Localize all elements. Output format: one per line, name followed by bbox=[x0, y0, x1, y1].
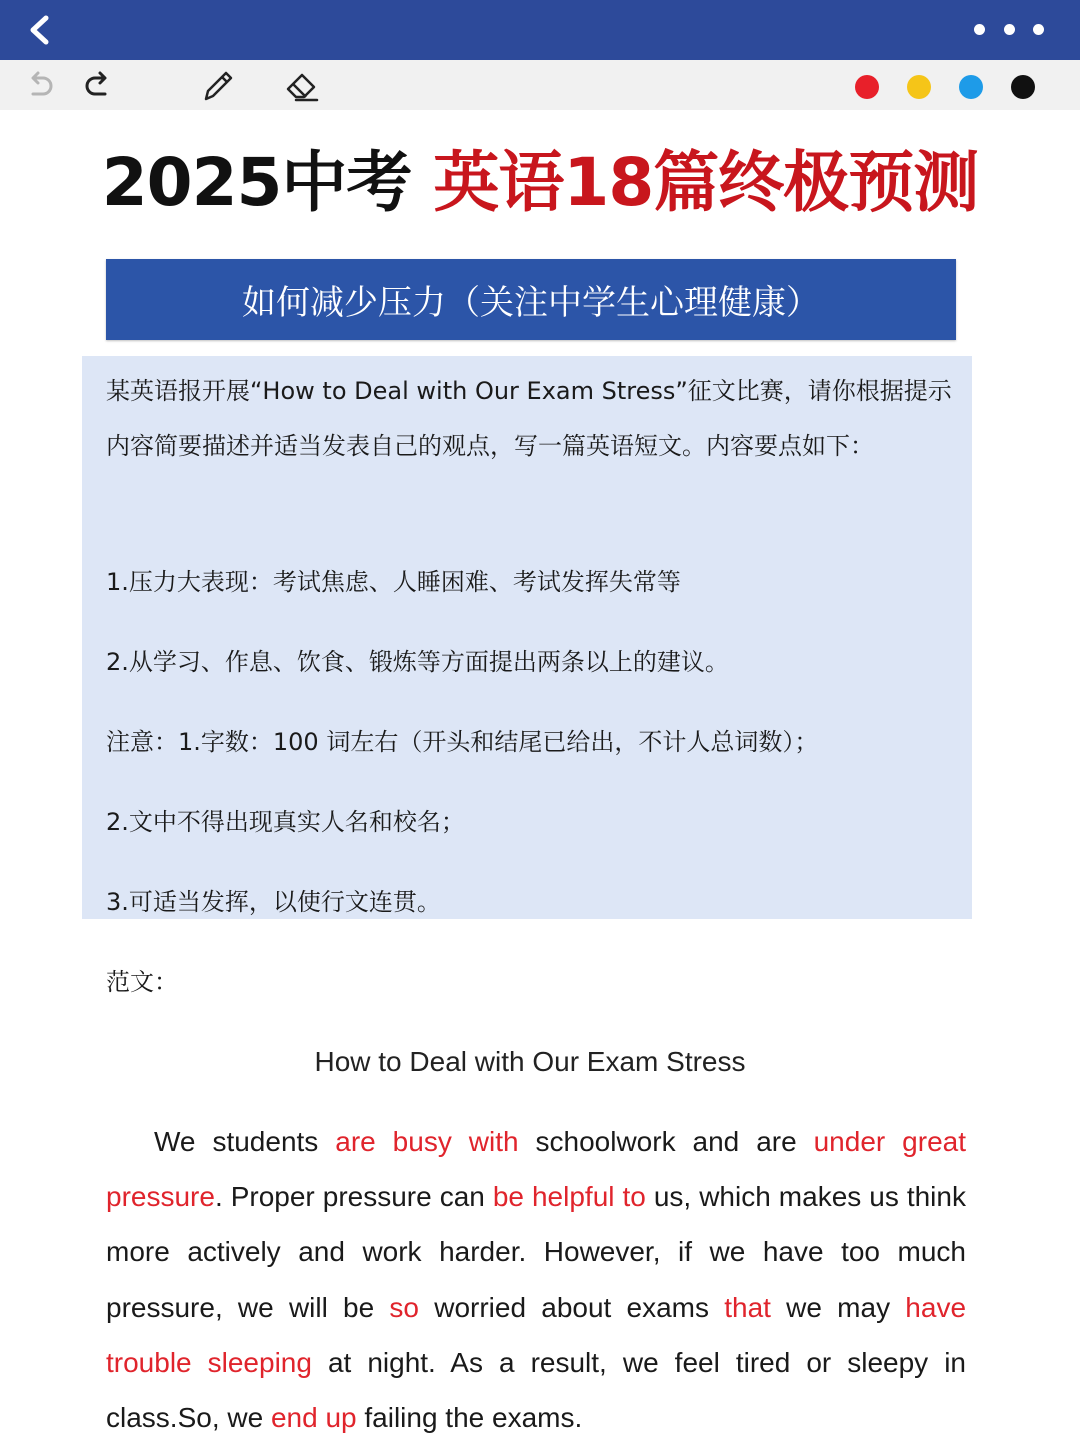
essay-phrase-highlight: be helpful to bbox=[492, 1181, 646, 1213]
essay-body bbox=[106, 1114, 966, 1445]
essay-text: we may bbox=[770, 1291, 906, 1323]
essay-text: . Proper pressure can bbox=[214, 1181, 493, 1213]
essay-text: schoolwork and are bbox=[518, 1126, 814, 1157]
color-swatch-yellow[interactable] bbox=[907, 75, 931, 99]
color-swatch-blue[interactable] bbox=[959, 75, 983, 99]
essay-text: failing the exams. bbox=[356, 1402, 583, 1434]
eraser-button[interactable] bbox=[282, 66, 322, 106]
edit-toolbar bbox=[0, 60, 1080, 110]
topic-banner-text: 如何减少压力（关注中学生心理健康） bbox=[242, 283, 820, 323]
prompt-intro: 某英语报开展“How to Deal with Our Exam Stress”征文比赛，请你根据提示内容简要描述并适当发表自己的观点，写一篇英语短文。内容要点如下： bbox=[106, 377, 952, 460]
prompt-note-1: 注意：1.字数：100 词左右（开头和结尾已给出，不计人总词数）； bbox=[106, 728, 819, 756]
pencil-icon bbox=[200, 68, 236, 104]
undo-icon bbox=[24, 70, 56, 102]
top-bar bbox=[0, 0, 1080, 60]
essay-phrase-highlight: so bbox=[389, 1291, 419, 1323]
undo-button[interactable] bbox=[20, 66, 60, 106]
prompt-note-3: 3.可适当发挥，以使行文连贯。 bbox=[106, 888, 441, 916]
essay-text: us, which makes us think more actively and work harder. However, if we have too much pressure, we will be bbox=[106, 1181, 966, 1323]
chevron-left-icon bbox=[25, 15, 55, 45]
redo-icon bbox=[82, 70, 114, 102]
eraser-icon bbox=[283, 67, 321, 105]
sample-label: 范文： bbox=[106, 968, 178, 996]
topic-banner bbox=[106, 259, 956, 340]
essay-title: How to Deal with Our Exam Stress bbox=[314, 1046, 746, 1077]
more-dot bbox=[1033, 24, 1044, 35]
essay-phrase-highlight: that bbox=[724, 1291, 771, 1323]
essay-phrase-highlight: are busy with bbox=[335, 1126, 519, 1157]
essay-phrase-highlight: end up bbox=[270, 1402, 357, 1434]
page-title bbox=[0, 135, 1080, 231]
more-options-button[interactable] bbox=[974, 14, 1044, 44]
essay-text: We students bbox=[154, 1126, 336, 1157]
prompt-point-2: 2.从学习、作息、饮食、锻炼等方面提出两条以上的建议。 bbox=[106, 648, 729, 676]
more-dot bbox=[1004, 24, 1015, 35]
back-button[interactable] bbox=[18, 8, 62, 52]
pencil-button[interactable] bbox=[198, 66, 238, 106]
redo-button[interactable] bbox=[78, 66, 118, 106]
title-year-exam: 2025中考 bbox=[101, 144, 412, 221]
essay-phrase-highlight: have trouble sleeping bbox=[106, 1291, 967, 1378]
color-swatch-black[interactable] bbox=[1011, 75, 1035, 99]
color-swatch-red[interactable] bbox=[855, 75, 879, 99]
essay-phrase-highlight: under great pressure bbox=[106, 1126, 966, 1213]
prompt-note-2: 2.文中不得出现真实人名和校名； bbox=[106, 808, 465, 836]
more-dot bbox=[974, 24, 985, 35]
prompt-point-1: 1.压力大表现：考试焦虑、人睡困难、考试发挥失常等 bbox=[106, 568, 681, 596]
essay-text: at night. As a result, we feel tired or sleepy in class.So, we bbox=[106, 1346, 966, 1434]
essay-text: worried about exams bbox=[419, 1291, 725, 1323]
title-highlight: 英语18篇终极预测 bbox=[433, 144, 979, 221]
